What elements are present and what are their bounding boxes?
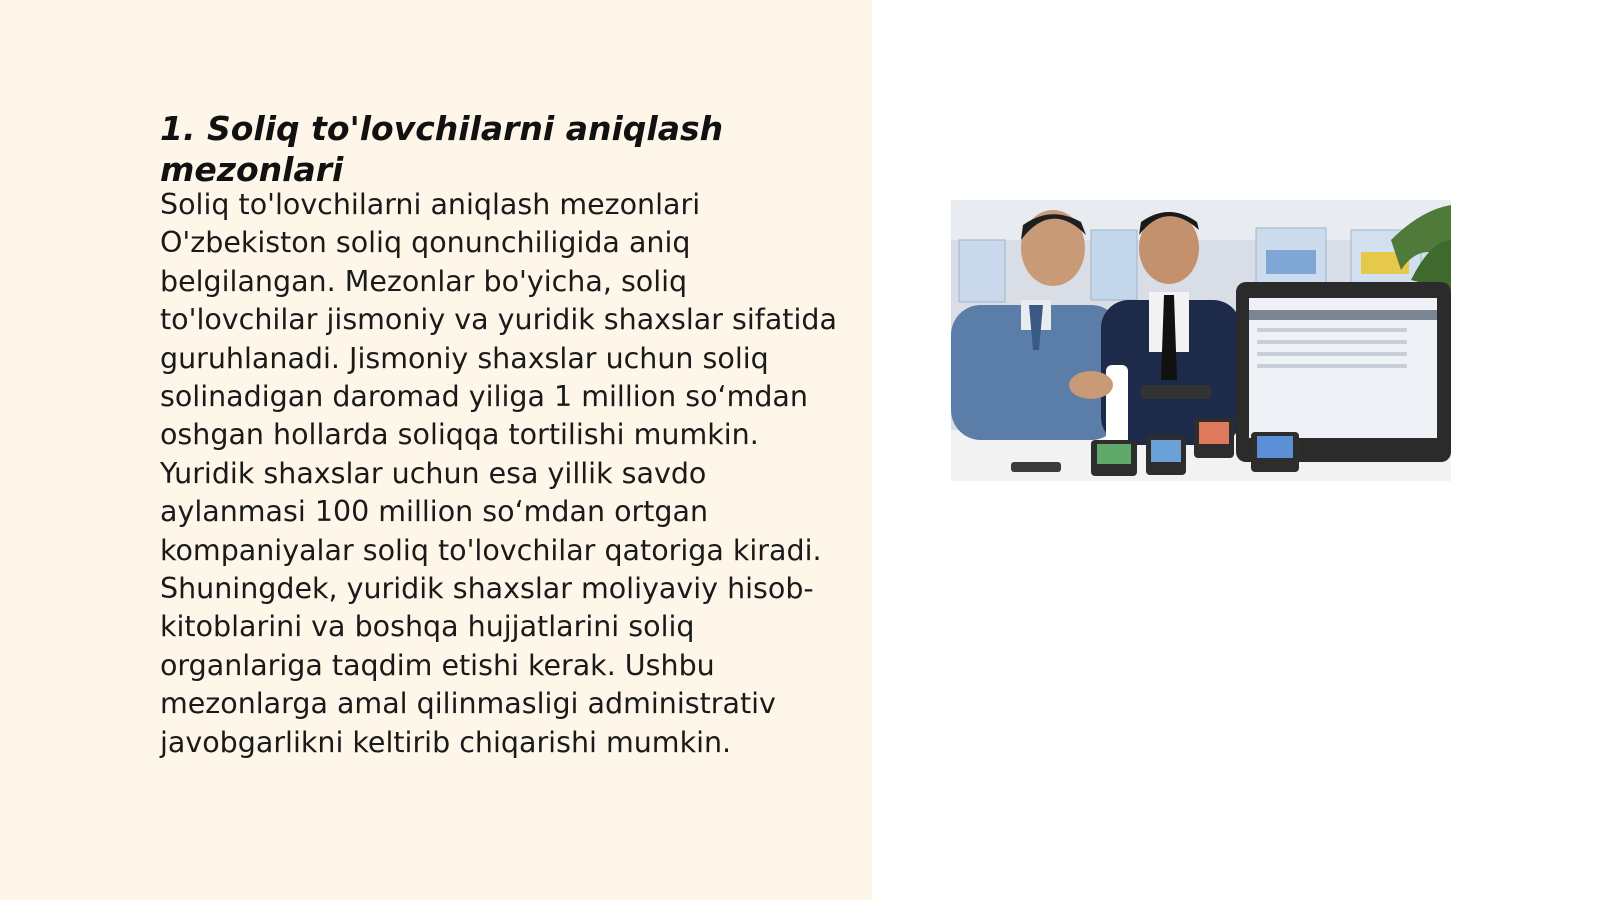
photo-illustration xyxy=(951,200,1451,481)
slide-body-text: Soliq to'lovchilarni aniqlash mezonlari O'zbekiston soliq qonunchiligida aniq belgilangan. Mezonlar bo'yicha, soliq to'lovchilar jismoniy va yuridik shaxslar sifatida guruhlanadi. Jismoniy shaxslar uchun soliq solinadigan daromad yiliga 1 million so‘mdan oshgan hollarda soliqqa tortilishi mumkin. Yuridik shaxslar uchun esa yillik savdo aylanmasi 100 million so‘mdan ortgan kompaniyalar soliq to'lovchilar qatoriga kiradi. Shuningdek, yuridik shaxslar moliyaviy hisob-kitoblarini va boshqa hujjatlarini soliq organlariga taqdim etishi kerak. Ushbu mezonlarga amal qilinmasligi administrativ javobgarlikni keltirib chiqarishi mumkin. xyxy=(160,188,837,759)
tax-officers-photo xyxy=(951,200,1451,481)
slide-title: 1. Soliq to'lovchilarni aniqlash mezonlari xyxy=(160,109,724,189)
